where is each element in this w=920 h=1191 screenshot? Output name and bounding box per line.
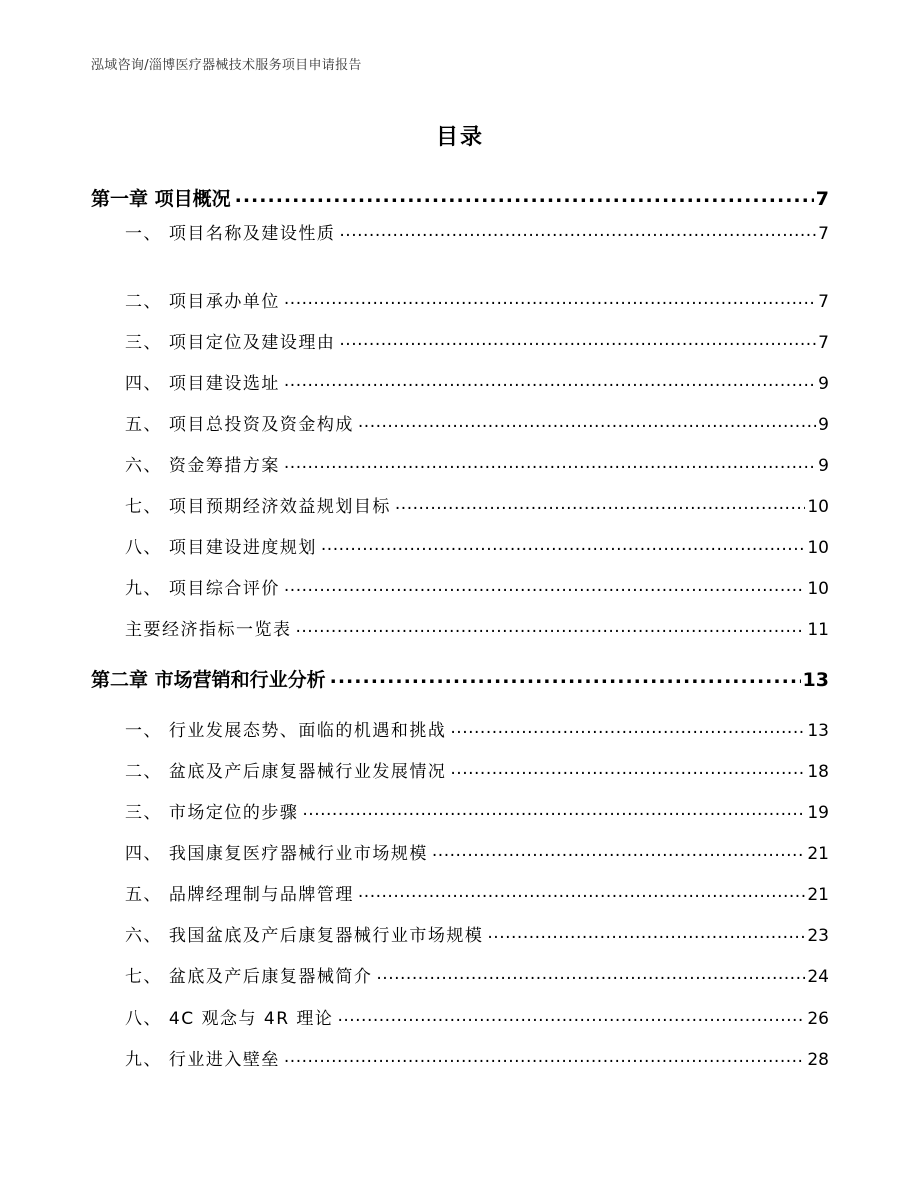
toc-section-entry[interactable] bbox=[125, 1045, 829, 1070]
toc-entry-label: 九、 项目综合评价 bbox=[125, 579, 280, 599]
toc-entry-label: 第一章 项目概况 bbox=[91, 188, 231, 210]
dot-leader bbox=[284, 1048, 805, 1065]
dot-leader bbox=[339, 222, 816, 239]
toc-entry-label: 六、 资金筹措方案 bbox=[125, 456, 280, 476]
dot-leader bbox=[330, 667, 801, 686]
toc-page-number: 10 bbox=[807, 497, 829, 517]
toc-chapter-entry[interactable] bbox=[91, 184, 829, 211]
toc-page-number: 23 bbox=[807, 926, 829, 946]
toc-section-entry[interactable] bbox=[125, 880, 829, 905]
toc-page-number: 26 bbox=[807, 1009, 829, 1029]
toc-section-entry[interactable] bbox=[125, 615, 829, 640]
dot-leader bbox=[339, 331, 816, 348]
toc-section-entry[interactable] bbox=[125, 328, 829, 353]
dot-leader bbox=[321, 536, 805, 553]
toc-entry-label: 九、 行业进入壁垒 bbox=[125, 1050, 280, 1070]
toc-chapter-entry[interactable] bbox=[91, 665, 829, 692]
dot-leader bbox=[376, 965, 805, 982]
dot-leader bbox=[284, 454, 816, 471]
toc-page-number: 10 bbox=[807, 579, 829, 599]
toc-section-entry[interactable] bbox=[125, 492, 829, 517]
toc-page-number: 7 bbox=[818, 292, 829, 312]
dot-leader bbox=[432, 842, 805, 859]
toc-entry-label: 七、 盆底及产后康复器械简介 bbox=[125, 967, 373, 987]
toc-section-entry[interactable] bbox=[125, 369, 829, 394]
dot-leader bbox=[450, 760, 805, 777]
toc-page-number: 7 bbox=[815, 188, 829, 210]
toc-section-entry[interactable] bbox=[125, 219, 829, 244]
toc-page-number: 24 bbox=[807, 967, 829, 987]
dot-leader bbox=[235, 186, 814, 205]
dot-leader bbox=[302, 801, 805, 818]
page-title: 目录 bbox=[435, 125, 484, 150]
toc-page-number: 9 bbox=[818, 456, 829, 476]
toc-entry-label: 四、 我国康复医疗器械行业市场规模 bbox=[125, 844, 428, 864]
toc-section-entry[interactable] bbox=[125, 716, 829, 741]
toc-section-entry[interactable] bbox=[125, 287, 829, 312]
toc-entry-label: 八、 4C 观念与 4R 理论 bbox=[125, 1009, 334, 1029]
dot-leader bbox=[284, 290, 816, 307]
toc-entry-label: 四、 项目建设选址 bbox=[125, 374, 280, 394]
toc-section-entry[interactable] bbox=[125, 757, 829, 782]
toc-section-entry[interactable] bbox=[125, 451, 829, 476]
toc-entry-label: 一、 项目名称及建设性质 bbox=[125, 224, 336, 244]
running-header: 泓域咨询/淄博医疗器械技术服务项目申请报告 bbox=[91, 58, 362, 73]
toc-page-number: 18 bbox=[807, 762, 829, 782]
toc-page-number: 9 bbox=[818, 374, 829, 394]
toc-section-entry[interactable] bbox=[125, 1004, 829, 1029]
toc-page-number: 7 bbox=[818, 333, 829, 353]
toc-entry-label: 七、 项目预期经济效益规划目标 bbox=[125, 497, 391, 517]
toc-page-number: 13 bbox=[807, 721, 829, 741]
toc-entry-label: 第二章 市场营销和行业分析 bbox=[91, 669, 326, 691]
toc-section-entry[interactable] bbox=[125, 798, 829, 823]
toc-page-number: 13 bbox=[802, 669, 829, 691]
toc-entry-label: 五、 项目总投资及资金构成 bbox=[125, 415, 354, 435]
toc-section-entry[interactable] bbox=[125, 921, 829, 946]
toc-section-entry[interactable] bbox=[125, 839, 829, 864]
toc-entry-label: 二、 项目承办单位 bbox=[125, 292, 280, 312]
toc-entry-label: 一、 行业发展态势、面临的机遇和挑战 bbox=[125, 721, 447, 741]
dot-leader bbox=[395, 495, 805, 512]
toc-section-entry[interactable] bbox=[125, 962, 829, 987]
toc-page-number: 19 bbox=[807, 803, 829, 823]
toc-entry-label: 六、 我国盆底及产后康复器械行业市场规模 bbox=[125, 926, 484, 946]
dot-leader bbox=[284, 372, 816, 389]
toc-page-number: 28 bbox=[807, 1050, 829, 1070]
toc-page-number: 21 bbox=[807, 885, 829, 905]
dot-leader bbox=[337, 1007, 805, 1024]
dot-leader bbox=[296, 618, 806, 635]
toc-entry-label: 三、 项目定位及建设理由 bbox=[125, 333, 336, 353]
toc-entry-label: 八、 项目建设进度规划 bbox=[125, 538, 317, 558]
toc-page-number: 10 bbox=[807, 538, 829, 558]
toc-page-number: 7 bbox=[818, 224, 829, 244]
toc-section-entry[interactable] bbox=[125, 574, 829, 599]
dot-leader bbox=[358, 883, 805, 900]
toc-entry-label: 五、 品牌经理制与品牌管理 bbox=[125, 885, 354, 905]
dot-leader bbox=[284, 577, 805, 594]
dot-leader bbox=[487, 924, 805, 941]
toc-entry-label: 主要经济指标一览表 bbox=[125, 620, 292, 640]
toc-page-number: 21 bbox=[807, 844, 829, 864]
toc-section-entry[interactable] bbox=[125, 410, 829, 435]
toc-section-entry[interactable] bbox=[125, 533, 829, 558]
dot-leader bbox=[450, 719, 805, 736]
dot-leader bbox=[358, 413, 816, 430]
toc-entry-label: 三、 市场定位的步骤 bbox=[125, 803, 299, 823]
toc-page-number: 9 bbox=[818, 415, 829, 435]
toc-page-number: 11 bbox=[807, 620, 829, 640]
toc-entry-label: 二、 盆底及产后康复器械行业发展情况 bbox=[125, 762, 447, 782]
